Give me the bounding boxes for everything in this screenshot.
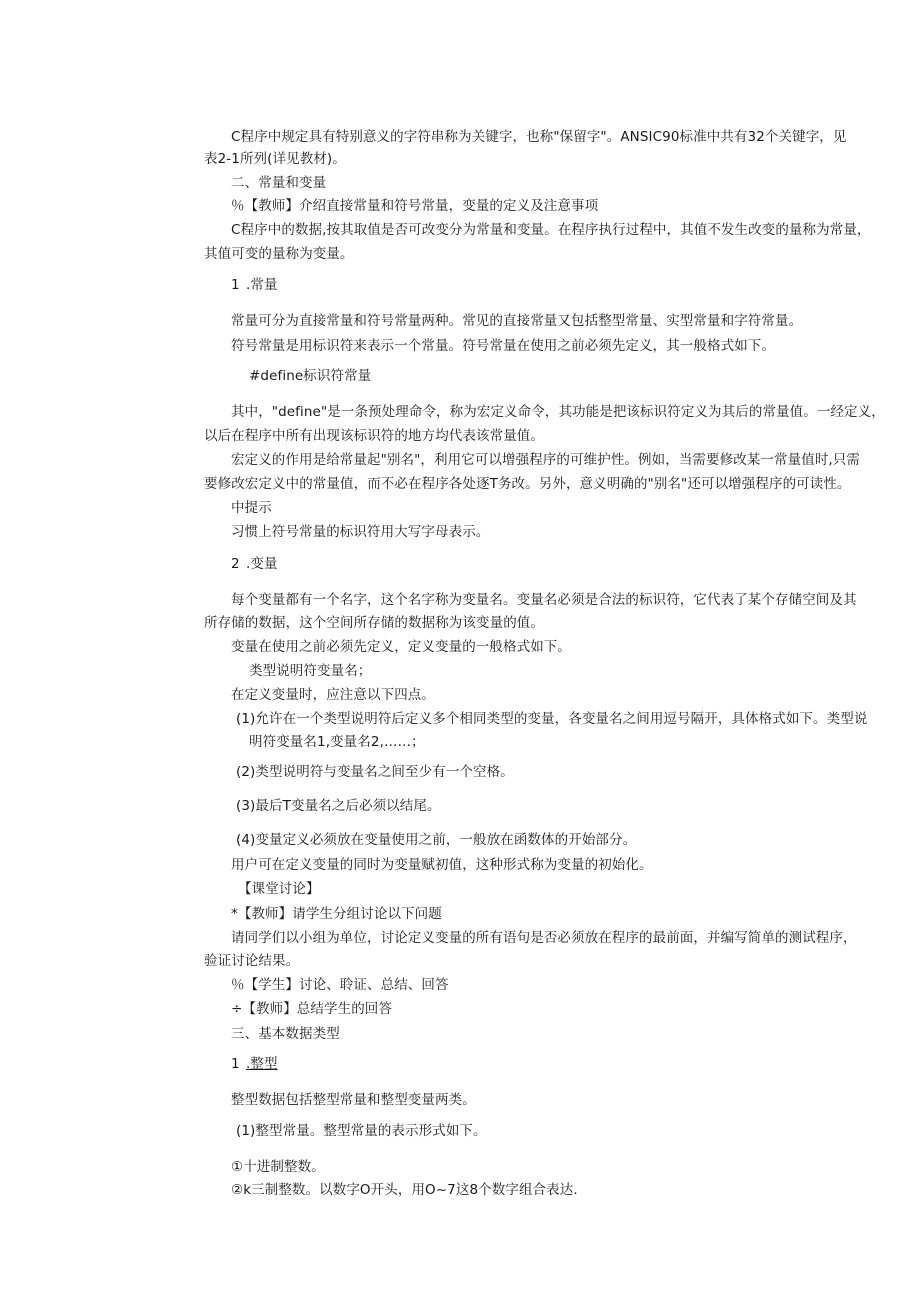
subheading-number: 2 — [231, 556, 240, 572]
classroom-discussion-heading: 【课堂讨论】 — [238, 881, 320, 897]
teacher-note-summary: ÷【教师】总结学生的回答 — [231, 1001, 393, 1017]
list-item-4: (4)变量定义必须放在变量使用之前，一般放在函数体的开始部分。 — [236, 832, 637, 848]
tip-heading: 中提示 — [231, 500, 272, 516]
code-define-format: #define标识符常量 — [249, 368, 372, 384]
subheading-number: 1 — [231, 1056, 240, 1072]
list-item-1-line2: 明符变量名1,变量名2,……； — [249, 734, 425, 750]
list-item-2: (2)类型说明符与变量名之间至少有一个空格。 — [236, 764, 514, 780]
paragraph-data-line2: 其值可变的量称为变量。 — [204, 246, 354, 262]
tip-text: 习惯上符号常量的标识符用大写字母表示。 — [231, 524, 490, 540]
paragraph-integer-data: 整型数据包括整型常量和整型变量两类。 — [231, 1092, 476, 1108]
paragraph-variable-name-line2: 所存储的数据，这个空间所存储的数据称为该变量的值。 — [204, 615, 544, 631]
paragraph-constants-types: 常量可分为直接常量和符号常量两种。常见的直接常量又包括整型常量、实型常量和字符常量。 — [231, 313, 803, 329]
teacher-note-intro: ％【教师】介绍直接常量和符号常量，变量的定义及注意事项 — [231, 198, 599, 214]
list-item-1-line1: (1)允许在一个类型说明符后定义多个相同类型的变量，各变量名之间用逗号隔开，具体格式如下。类型说 — [236, 711, 868, 727]
paragraph-macro-line1: 宏定义的作用是给常量起"别名"，利用它可以增强程序的可维护性。例如，当需要修改某一常量值时,只需 — [231, 452, 861, 468]
paragraph-keywords-line1: C程序中规定具有特别意义的字符串称为关键字，也称"保留字"。ANSIC90标准中共有32个关键字，见 — [231, 129, 847, 145]
paragraph-initialization: 用户可在定义变量的同时为变量赋初值，这种形式称为变量的初始化。 — [231, 857, 653, 873]
paragraph-discussion-line2: 验证讨论结果。 — [204, 953, 300, 969]
student-note: ％【学生】讨论、聆证、总结、回答 — [231, 977, 449, 993]
subheading-constants: .常量 — [246, 277, 278, 293]
section-heading-constants-variables: 二、常量和变量 — [231, 175, 327, 191]
subheading-integer: .整型 — [246, 1056, 278, 1072]
paragraph-keywords-line2: 表2-1所列(详见教材)。 — [204, 151, 346, 167]
paragraph-four-points: 在定义变量时，应注意以下四点。 — [231, 687, 435, 703]
paragraph-data-line1: C程序中的数据,按其取值是否可改变分为常量和变量。在程序执行过程中，其值不发生改变的量称为常量， — [231, 222, 871, 238]
paragraph-variable-define: 变量在使用之前必须先定义，定义变量的一般格式如下。 — [231, 639, 571, 655]
list-decimal-integer: ①十进制整数。 — [231, 1159, 325, 1175]
paragraph-discussion-line1: 请同学们以小组为单位，讨论定义变量的所有语句是否必须放在程序的最前面，并编写简单的测试程序， — [231, 930, 857, 946]
code-variable-format: 类型说明符变量名； — [249, 663, 372, 679]
paragraph-define-line1: 其中，"define"是一条预处理命令，称为宏定义命令，其功能是把该标识符定义为其后的常量值。一经定义， — [231, 404, 885, 420]
list-octal-integer: ②k三制整数。以数字O开头，用O~7这8个数字组合表达. — [231, 1182, 578, 1198]
paragraph-integer-constant: (1)整型常量。整型常量的表示形式如下。 — [236, 1123, 487, 1139]
paragraph-variable-name-line1: 每个变量都有一个名字，这个名字称为变量名。变量名必须是合法的标识符，它代表了某个存储空间及其 — [231, 592, 857, 608]
list-item-3: (3)最后T变量名之后必须以结尾。 — [236, 798, 441, 814]
subheading-variables: .变量 — [246, 556, 278, 572]
paragraph-symbolic-constants: 符号常量是用标识符来表示一个常量。符号常量在使用之前必须先定义，其一般格式如下。 — [231, 338, 775, 354]
teacher-note-discussion: *【教师】请学生分组讨论以下问题 — [231, 906, 442, 922]
paragraph-macro-line2: 要修改宏定义中的常量值，而不必在程序各处逐T务改。另外，意义明确的"别名"还可以增强程序的可读性。 — [204, 476, 851, 492]
subheading-number: 1 — [231, 277, 240, 293]
paragraph-define-line2: 以后在程序中所有出现该标识符的地方均代表该常量值。 — [204, 428, 544, 444]
section-heading-basic-types: 三、基本数据类型 — [231, 1026, 340, 1042]
